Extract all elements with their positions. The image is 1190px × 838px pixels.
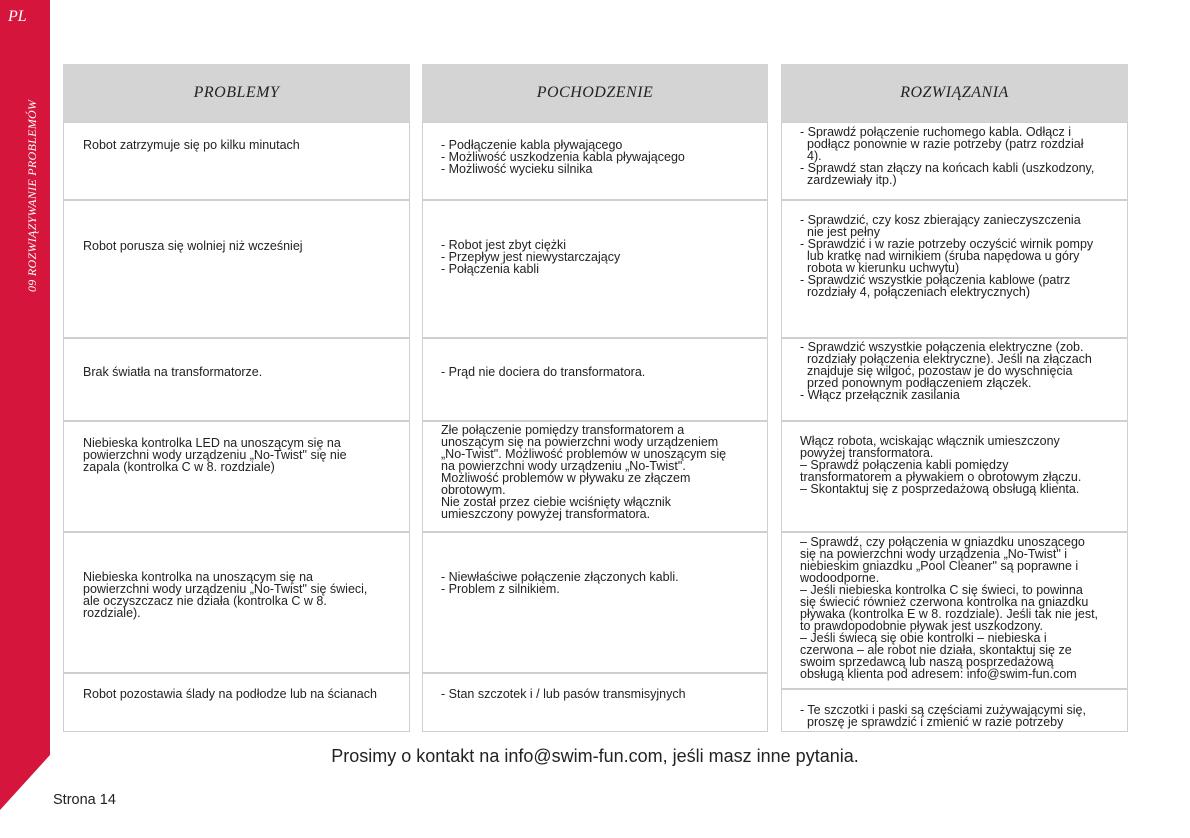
origin-cell bbox=[422, 421, 768, 532]
text-line: - Te szczotki i paski są częściami zużywającymi się, bbox=[800, 703, 1086, 717]
text-line: „No-Twist". Możliwość problemów w unoszącym się bbox=[441, 447, 727, 461]
solution-cell bbox=[781, 338, 1128, 421]
problem-cell bbox=[63, 421, 410, 532]
text-line: przed ponownym podłączeniem złączek. bbox=[807, 376, 1032, 390]
text-line: Złe połączenie pomiędzy transformatorem a bbox=[441, 423, 685, 437]
text-line: – Sprawdź, czy połączenia w gniazdku unoszącego bbox=[800, 535, 1085, 549]
problems-header: PROBLEMY bbox=[63, 64, 410, 122]
text-line: obrotowym. bbox=[441, 483, 506, 497]
text-line: – Skontaktuj się z posprzedażową obsługą klienta. bbox=[800, 482, 1080, 496]
text-line: - Sprawdź stan złączy na końcach kabli (uszkodzony, bbox=[800, 161, 1095, 175]
origin-cell bbox=[422, 200, 768, 338]
text-line: – Jeśli świecą się obie kontrolki – niebieska i bbox=[800, 631, 1047, 645]
text-line: nie jest pełny bbox=[807, 225, 880, 239]
text-line: wodoodporne. bbox=[800, 571, 880, 585]
text-line: Włącz robota, wciskając włącznik umieszczony bbox=[800, 434, 1060, 448]
solution-cell bbox=[781, 532, 1128, 689]
text-line: umieszczony powyżej transformatora. bbox=[441, 507, 651, 521]
problem-cell bbox=[63, 532, 410, 673]
text-line: się świecić również czerwona kontrolka na gniazdku bbox=[800, 595, 1089, 609]
text-line: ale oczyszczacz nie działa (kontrolka C w 8. bbox=[83, 594, 327, 608]
text-line: - Sprawdzić wszystkie połączenia elektryczne (zob. bbox=[800, 340, 1084, 354]
solutions-header: ROZWIĄZANIA bbox=[781, 64, 1128, 122]
text-line: Brak światła na transformatorze. bbox=[83, 365, 263, 379]
text-line: Możliwość problemów w pływaku ze złączem bbox=[441, 471, 691, 485]
origin-cell bbox=[422, 532, 768, 673]
text-line: się na powierzchni wody urządzenia „No-Twist" i bbox=[800, 547, 1068, 561]
text-line: swoim sprzedawcą lub naszą posprzedażową bbox=[800, 655, 1054, 669]
text-line: - Sprawdzić i w razie potrzeby oczyścić wirnik pompy bbox=[800, 237, 1094, 251]
solution-cell bbox=[781, 689, 1128, 732]
text-line: unoszącym się na powierzchni wody urządzeniem bbox=[441, 435, 719, 449]
problems-column bbox=[63, 64, 410, 701]
text-line: – Sprawdź połączenia kabli pomiędzy bbox=[800, 458, 1009, 472]
text-line: zapala (kontrolka C w 8. rozdziale) bbox=[83, 460, 275, 474]
language-code: PL bbox=[8, 8, 27, 25]
text-line: podłącz ponownie w razie potrzeby (patrz rozdział bbox=[807, 137, 1084, 151]
text-line: niebieskim gniazdku „Pool Cleaner" są poprawne i bbox=[800, 559, 1079, 573]
text-line: obsługą klienta pod adresem: info@swim-fun.com bbox=[800, 667, 1077, 681]
text-line: powierzchni wody urządzeniu „No-Twist" się nie bbox=[83, 448, 347, 462]
text-line: - Sprawdzić wszystkie połączenia kablowe (patrz bbox=[800, 273, 1071, 287]
text-line: robota w kierunku uchwytu) bbox=[807, 261, 960, 275]
solution-cell bbox=[781, 200, 1128, 338]
problem-cell bbox=[63, 338, 410, 421]
text-line: 4). bbox=[807, 149, 822, 163]
text-line: - Niewłaściwe połączenie złączonych kabli. bbox=[441, 570, 679, 584]
text-line: powierzchni wody urządzeniu „No-Twist" się świeci, bbox=[83, 582, 368, 596]
solution-cell bbox=[781, 421, 1128, 532]
text-line: Niebieska kontrolka LED na unoszącym się na bbox=[83, 436, 341, 450]
solutions-column bbox=[781, 64, 1128, 729]
text-line: znajduje się wilgoć, pozostaw je do wyschnięcia bbox=[807, 364, 1073, 378]
contact-note: Prosimy o kontakt na info@swim-fun.com, jeśli masz inne pytania. bbox=[331, 746, 859, 766]
problem-cell bbox=[63, 673, 410, 732]
text-line: transformatorem a pływakiem o obrotowym złączu. bbox=[800, 470, 1082, 484]
text-line: pływaka (kontrolka E w 8. rozdziale). Jeśli tak nie jest, bbox=[800, 607, 1099, 621]
section-title: 09 ROZWIĄZYWANIE PROBLEMÓW bbox=[25, 99, 39, 292]
text-line: Robot pozostawia ślady na podłodze lub na ścianach bbox=[83, 687, 377, 701]
origin-cell bbox=[422, 673, 768, 732]
text-line: to prawdopodobnie pływak jest uszkodzony. bbox=[800, 619, 1043, 633]
text-line: - Włącz przełącznik zasilania bbox=[800, 388, 960, 402]
text-line: - Połączenia kabli bbox=[441, 262, 539, 276]
text-line: rozdziały 4, połączeniach elektrycznych) bbox=[807, 285, 1031, 299]
text-line: rozdziale). bbox=[83, 606, 141, 620]
text-line: czerwona – ale robot nie działa, skontaktuj się ze bbox=[800, 643, 1072, 657]
origin-cell bbox=[422, 122, 768, 200]
text-line: – Jeśli niebieska kontrolka C się świeci, to powinna bbox=[800, 583, 1083, 597]
text-line: - Sprawdź połączenie ruchomego kabla. Odłącz i bbox=[800, 125, 1071, 139]
text-line: na powierzchni wody urządzeniu „No-Twist". bbox=[441, 459, 686, 473]
text-line: - Możliwość wycieku silnika bbox=[441, 162, 593, 176]
text-line: lub kratkę nad wirnikiem (śruba napędowa u góry bbox=[807, 249, 1080, 263]
text-line: - Prąd nie dociera do transformatora. bbox=[441, 365, 646, 379]
text-line: Nie został przez ciebie wciśnięty włącznik bbox=[441, 495, 671, 509]
text-line: - Robot jest zbyt ciężki bbox=[441, 238, 567, 252]
text-line: - Stan szczotek i / lub pasów transmisyjnych bbox=[441, 687, 686, 701]
text-line: - Sprawdzić, czy kosz zbierający zanieczyszczenia bbox=[800, 213, 1081, 227]
origin-header: POCHODZENIE bbox=[422, 64, 768, 122]
text-line: zardzewiały itp.) bbox=[807, 173, 897, 187]
text-line: proszę je sprawdzić i zmienić w razie potrzeby bbox=[807, 715, 1064, 729]
text-line: Robot porusza się wolniej niż wcześniej bbox=[83, 239, 303, 253]
text-line: - Możliwość uszkodzenia kabla pływającego bbox=[441, 150, 685, 164]
text-line: powyżej transformatora. bbox=[800, 446, 934, 460]
origin-column bbox=[422, 64, 768, 701]
text-line: - Przepływ jest niewystarczający bbox=[441, 250, 621, 264]
problem-cell bbox=[63, 200, 410, 338]
page-number: Strona 14 bbox=[53, 792, 116, 808]
text-line: - Problem z silnikiem. bbox=[441, 582, 560, 596]
problem-cell bbox=[63, 122, 410, 200]
text-line: Niebieska kontrolka na unoszącym się na bbox=[83, 570, 313, 584]
solution-cell bbox=[781, 122, 1128, 200]
origin-cell bbox=[422, 338, 768, 421]
text-line: Robot zatrzymuje się po kilku minutach bbox=[83, 138, 300, 152]
text-line: rozdziały połączenia elektryczne). Jeśli na złączach bbox=[807, 352, 1092, 366]
sidebar-banner bbox=[0, 0, 50, 838]
text-line: - Podłączenie kabla pływającego bbox=[441, 138, 623, 152]
